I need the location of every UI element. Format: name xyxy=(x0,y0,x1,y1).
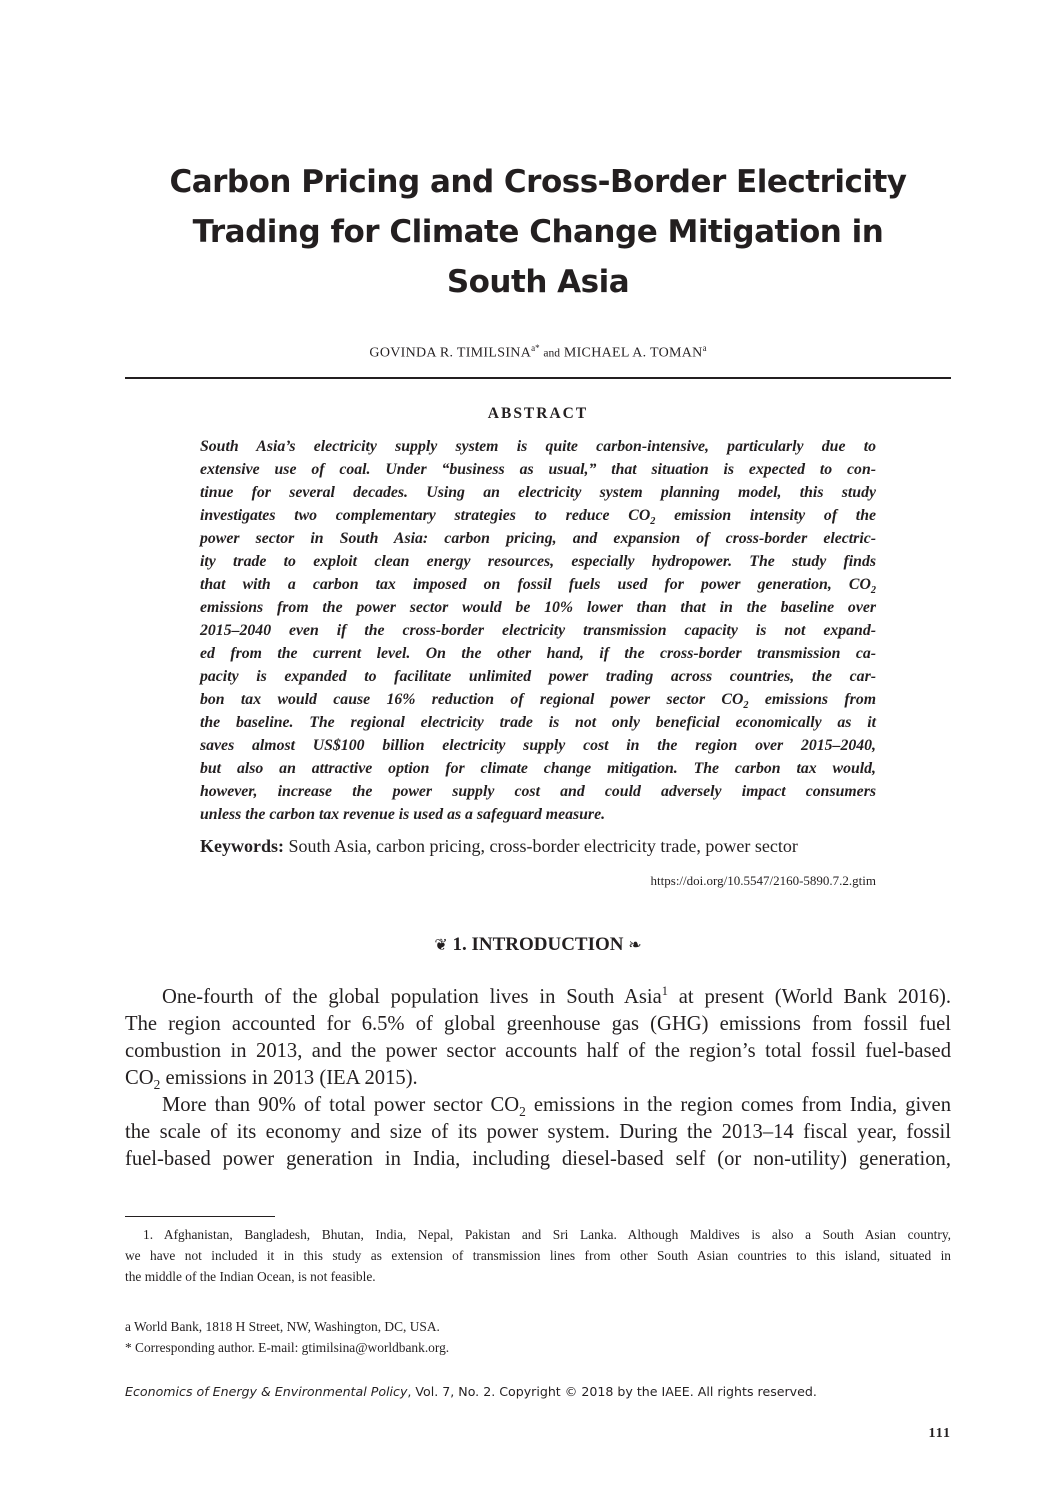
abstract-line: saves almost US$100 billion electricity supply cost in the region over 2015–2040, xyxy=(200,737,876,754)
abstract-line: ity trade to exploit clean energy resources, especially hydropower. The study finds xyxy=(200,553,876,570)
body-text xyxy=(125,984,951,1173)
affiliation-marker: a* xyxy=(531,343,540,353)
abstract-line: the baseline. The regional electricity trade is not only beneficial economically as it xyxy=(200,714,876,731)
abstract-text-run: that with a carbon tax imposed on fossil fuels used for power generation, CO xyxy=(200,576,871,593)
footnote xyxy=(125,1224,951,1287)
journal-details: , Vol. 7, No. 2. Copyright © 2018 by the IAEE. All rights reserved. xyxy=(407,1384,817,1399)
abstract-line: however, increase the power supply cost and could adversely impact consumers xyxy=(200,783,876,800)
leaf-ornament-icon: ❧ xyxy=(628,937,642,954)
body-line: fuel-based power generation in India, including diesel-based self (or non-utility) generation, xyxy=(125,1148,951,1170)
footnote-marker[interactable]: 1 xyxy=(661,984,668,999)
keywords-text: South Asia, carbon pricing, cross-border electricity trade, power sector xyxy=(284,836,798,856)
body-text-run: emissions in 2013 (IEA 2015). xyxy=(160,1067,418,1089)
abstract-line xyxy=(200,504,876,527)
header-divider xyxy=(125,377,951,379)
subscript: 2 xyxy=(153,1077,161,1093)
author-line xyxy=(125,343,951,362)
body-text-run: More than 90% of total power sector CO xyxy=(162,1094,520,1116)
abstract-text-run: bon tax would cause 16% reduction of regional power sector CO xyxy=(200,691,744,708)
abstract-line: ed from the current level. On the other hand, if the cross-border transmission ca- xyxy=(200,645,876,662)
abstract-line: 2015–2040 even if the cross-border electricity transmission capacity is not expand- xyxy=(200,622,876,639)
section-heading xyxy=(125,934,951,956)
abstract-line: unless the carbon tax revenue is used as a safeguard measure. xyxy=(200,806,606,823)
body-line: The region accounted for 6.5% of global greenhouse gas (GHG) emissions from fossil fuel xyxy=(125,1013,951,1035)
abstract-text-run: emission intensity of the xyxy=(655,507,876,524)
abstract-line xyxy=(200,688,876,711)
abstract-text-run: investigates two complementary strategies to reduce CO xyxy=(200,507,651,524)
subscript: 2 xyxy=(743,700,749,712)
abstract-line: extensive use of coal. Under “business as usual,” that situation is expected to con- xyxy=(200,461,876,478)
author-conjunction: and xyxy=(543,347,561,360)
affiliation-marker: a xyxy=(702,343,707,353)
keywords-label: Keywords: xyxy=(200,836,284,856)
abstract-line: but also an attractive option for climate change mitigation. The carbon tax would, xyxy=(200,760,876,777)
corresponding-author-line: * Corresponding author. E-mail: gtimilsina@worldbank.org. xyxy=(125,1340,450,1355)
body-line xyxy=(125,1065,951,1092)
abstract-line: power sector in South Asia: carbon pricing, and expansion of cross-border electric- xyxy=(200,530,876,547)
body-line: combustion in 2013, and the power sector accounts half of the region’s total fossil fuel-based xyxy=(125,1040,951,1062)
abstract-heading: ABSTRACT xyxy=(487,405,589,422)
title-line: Trading for Climate Change Mitigation in xyxy=(192,214,884,250)
subscript: 2 xyxy=(650,516,656,528)
footnote-line: we have not included it in this study as extension of transmission lines from other South Asian countries to this island, situated in xyxy=(125,1248,951,1263)
author-name: GOVINDA R. TIMILSINA xyxy=(369,345,532,361)
body-line xyxy=(125,984,951,1011)
affiliation-notes xyxy=(125,1316,449,1358)
abstract-line: tinue for several decades. Using an electricity system planning model, this study xyxy=(200,484,876,501)
abstract-line: South Asia’s electricity supply system is quite carbon-intensive, particularly due to xyxy=(200,438,876,455)
page-number: 111 xyxy=(928,1426,951,1441)
abstract-line xyxy=(200,573,876,596)
abstract-text-run: emissions from xyxy=(748,691,876,708)
abstract-text xyxy=(200,435,876,826)
subscript: 2 xyxy=(870,585,876,597)
subscript: 2 xyxy=(519,1104,526,1120)
journal-citation xyxy=(125,1384,817,1399)
footnote-line: the middle of the Indian Ocean, is not feasible. xyxy=(125,1269,376,1284)
title-line: South Asia xyxy=(446,264,630,300)
affiliation-line: a World Bank, 1818 H Street, NW, Washington, DC, USA. xyxy=(125,1319,440,1334)
body-line: the scale of its economy and size of its power system. During the 2013–14 fiscal year, fossil xyxy=(125,1121,951,1143)
leaf-ornament-icon: ❦ xyxy=(434,937,448,954)
journal-name: Economics of Energy & Environmental Policy xyxy=(125,1384,408,1399)
body-text-run: at present (World Bank 2016). xyxy=(667,986,951,1008)
abstract-line: emissions from the power sector would be 10% lower than that in the baseline over xyxy=(200,599,876,616)
body-text-run: emissions in the region comes from India, given xyxy=(525,1094,951,1116)
title-line: Carbon Pricing and Cross-Border Electricity xyxy=(169,164,907,200)
footnote-line: 1. Afghanistan, Bangladesh, Bhutan, India, Nepal, Pakistan and Sri Lanka. Although Maldives is also a South Asian country, xyxy=(143,1227,951,1242)
body-line xyxy=(125,1092,951,1119)
body-text-run: CO xyxy=(125,1067,154,1089)
doi-link[interactable]: https://doi.org/10.5547/2160-5890.7.2.gtim xyxy=(650,873,876,888)
author-name: MICHAEL A. TOMAN xyxy=(563,345,703,361)
paper-title xyxy=(125,157,951,307)
keywords xyxy=(200,836,798,857)
abstract-line: pacity is expanded to facilitate unlimited power trading across countries, the car- xyxy=(200,668,876,685)
section-title: 1. INTRODUCTION xyxy=(452,934,624,955)
body-text-run: One-fourth of the global population lives in South Asia xyxy=(162,986,662,1008)
footnote-divider xyxy=(125,1216,275,1217)
